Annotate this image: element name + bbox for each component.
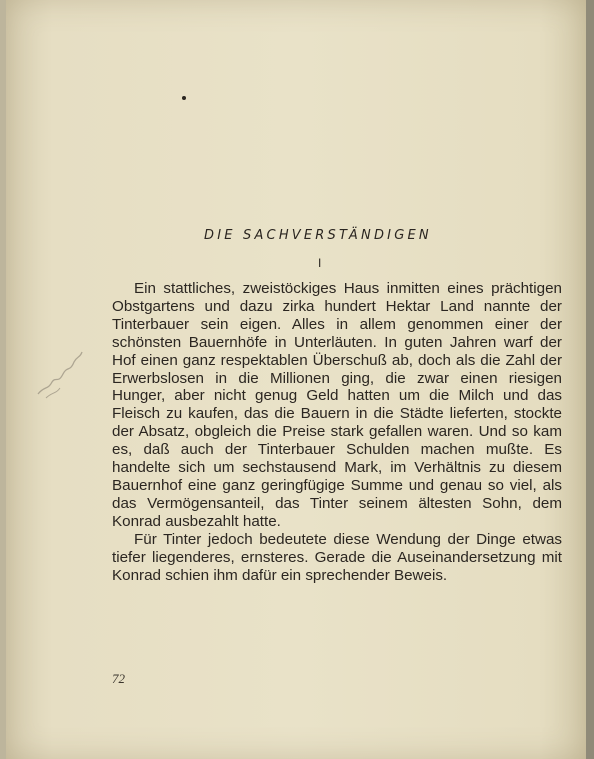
pencil-mark [36,350,84,400]
paragraph-2: Für Tinter jedoch bedeutete diese Wendung der Dinge etwas tiefer liegenderes, ernsteres. Gerade die Auseinandersetzung mit Konrad schien ihm dafür ein sprechender Beweis. [112,530,562,584]
book-page [6,0,586,759]
page-edge-shadow [586,0,594,759]
page-number: 72 [112,671,125,686]
chapter-title: DIE SACHVERSTÄNDIGEN [204,228,432,243]
chapter-number: I [318,256,322,270]
ink-speck [182,96,186,100]
body-text [112,280,562,584]
paragraph-1: Ein stattliches, zweistöckiges Haus inmitten eines prächtigen Obstgartens und dazu zirka hundert Hektar Land nannte der Tinterbauer sein eigen. Alles in allem genommen einer der schönsten Bauernhöfe in Unterläuten. In guten Jahren warf der Hof einen ganz respektablen Überschuß ab, doch als die Zahl der Erwerbslosen in die Millionen ging, die zwar einen riesigen Hunger, aber nicht genug Geld hatten um die Milch und das Fleisch zu kaufen, das die Bauern in die Städte lieferten, stockte der Absatz, obgleich die Preise stark gefallen waren. Und so kam es, daß auch der Tinterbauer Schulden machen mußte. Es handelte sich um sechstausend Mark, im Verhältnis zu diesem Bauernhof eine ganz geringfügige Summe und genau so viel, als das Vermögensanteil, das Tinter seinem ältesten Sohn, dem Konrad ausbezahlt hatte. [112,280,562,530]
